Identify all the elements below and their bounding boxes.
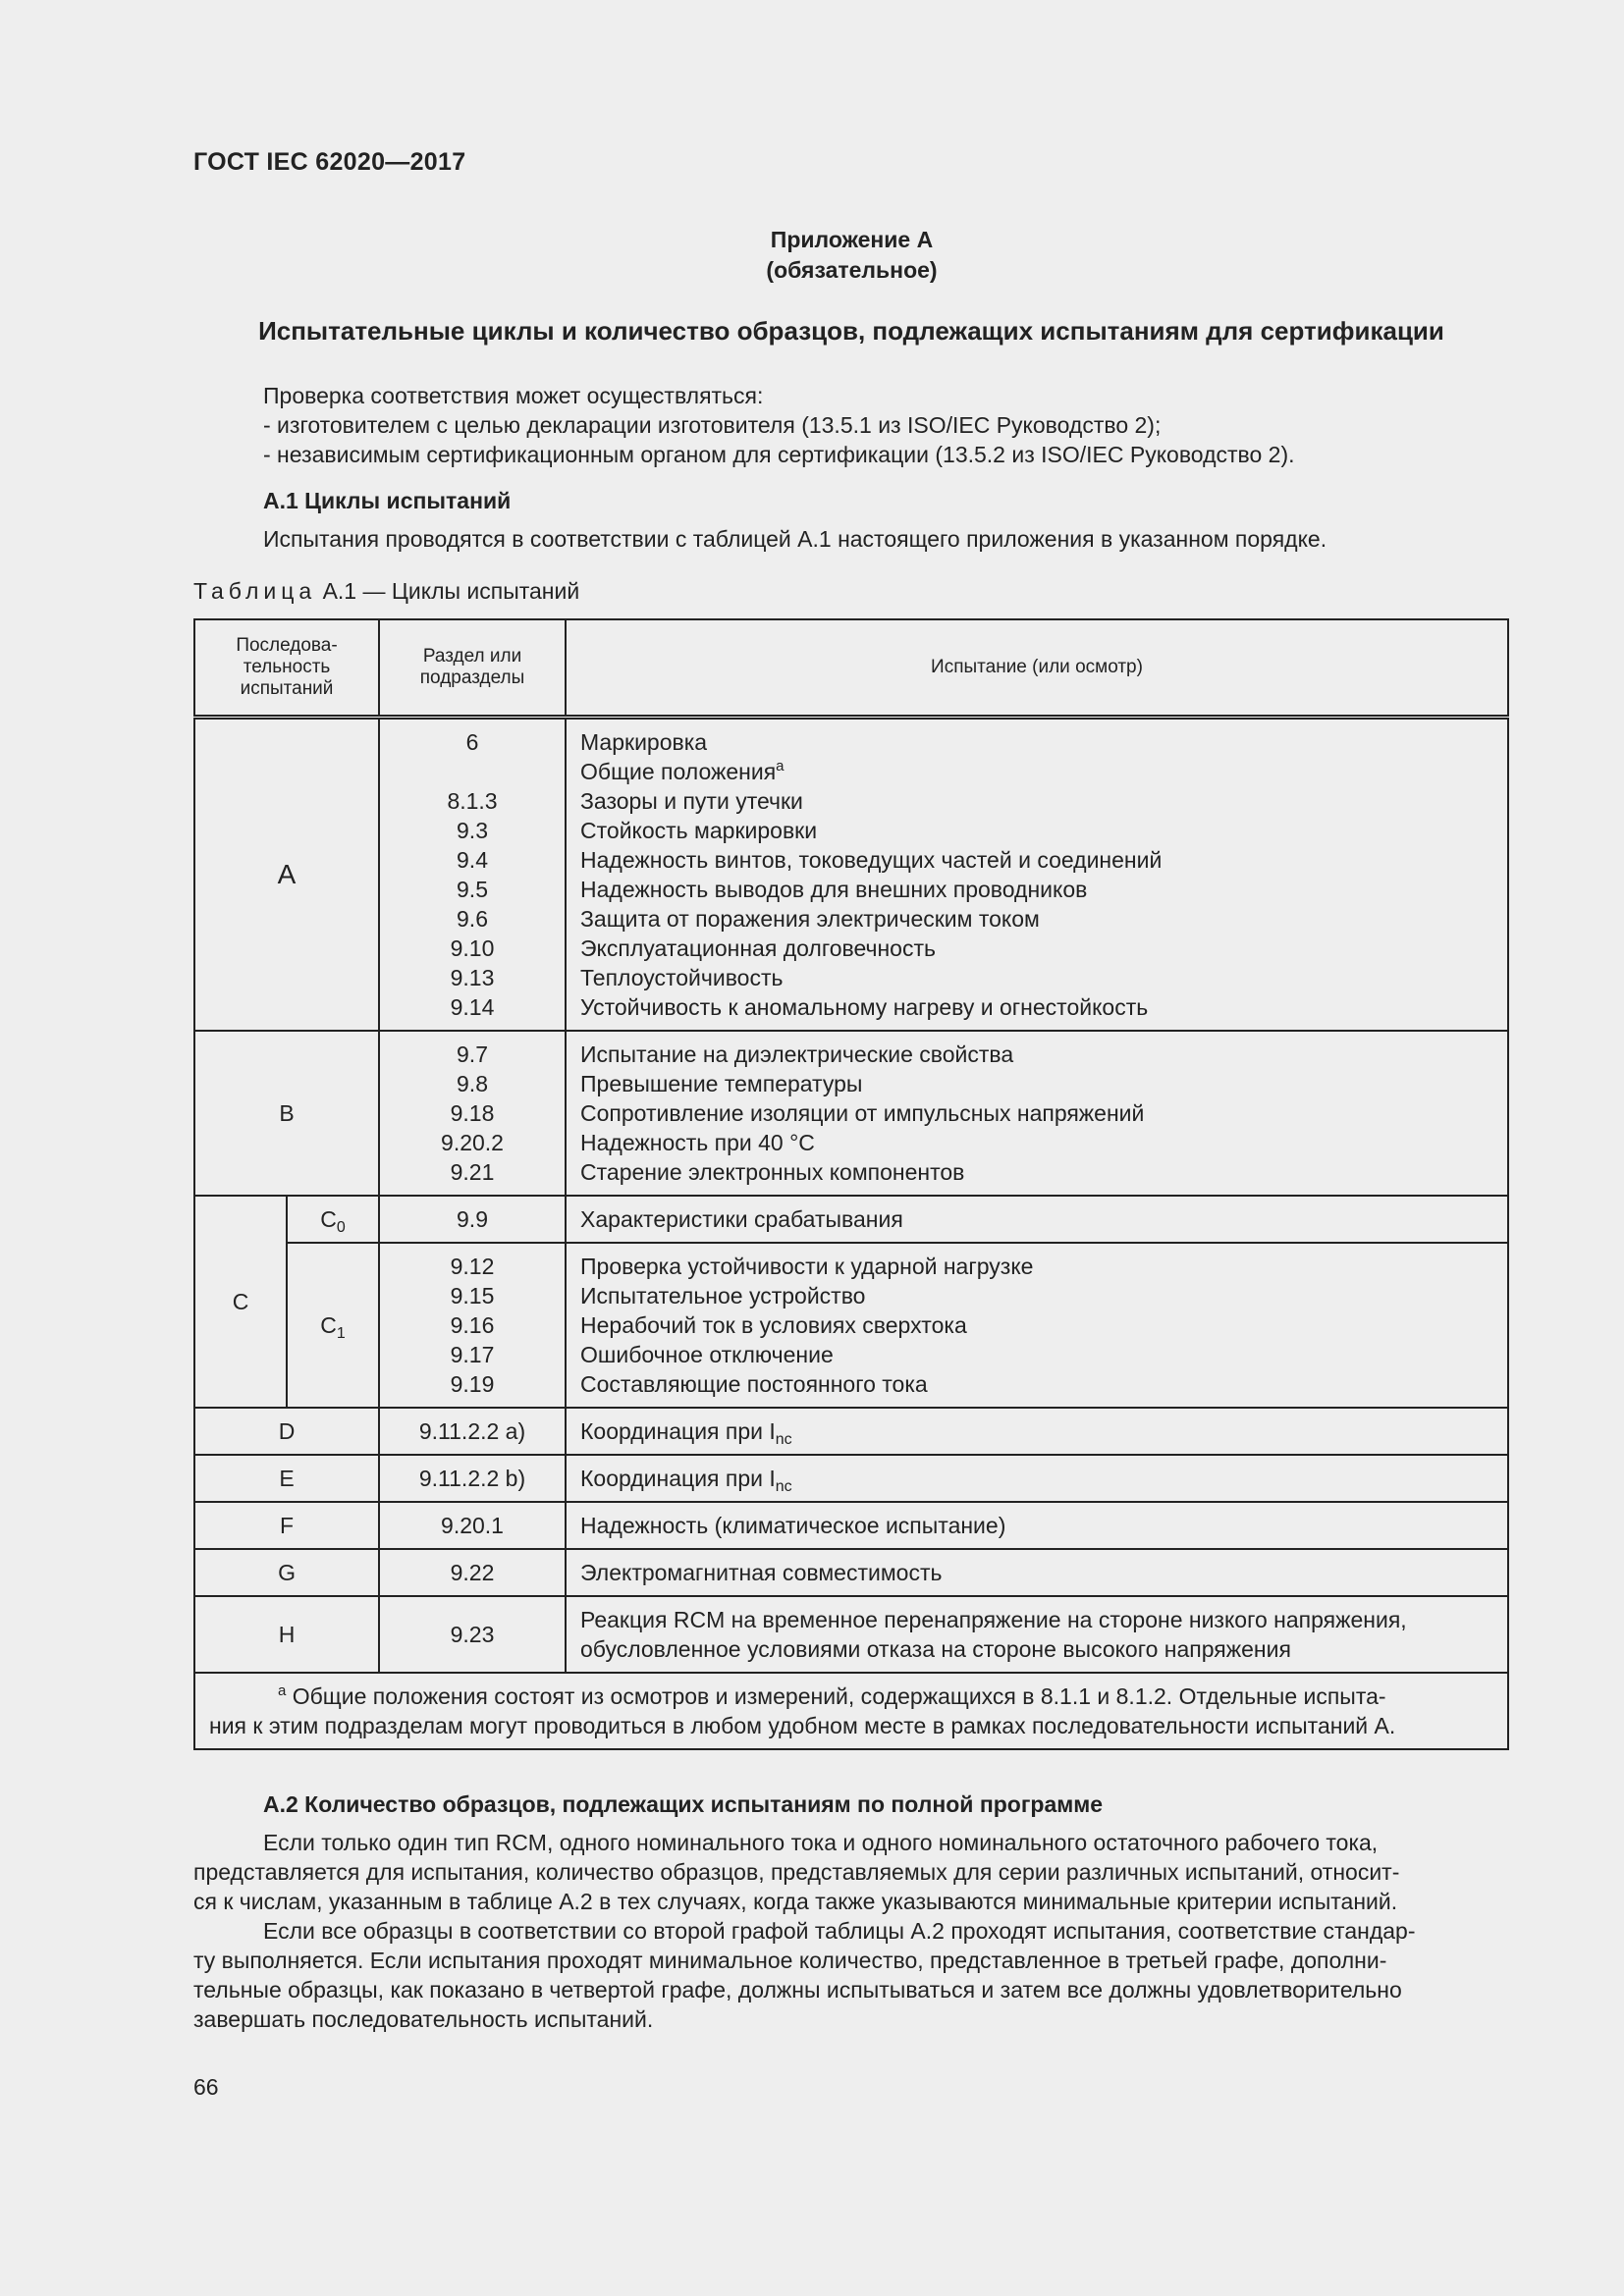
section-number: 9.3 — [457, 818, 488, 843]
test-name: Надежность (климатическое испытание) — [580, 1513, 1006, 1538]
section-number: 9.16 — [450, 1312, 495, 1338]
test-name: Зазоры и пути утечки — [580, 788, 803, 814]
table-row-g — [194, 1549, 1508, 1596]
intro-text — [263, 381, 1295, 469]
test-name: Нерабочий ток в условиях сверхтока — [580, 1312, 967, 1338]
sections-b — [379, 1031, 566, 1196]
section-a2-heading: А.2 Количество образцов, подлежащих испытаниям по полной программе — [263, 1791, 1104, 1817]
test-name-text: Координация при I — [580, 1466, 776, 1491]
section-a1-heading: А.1 Циклы испытаний — [263, 488, 512, 513]
section-number: 9.9 — [457, 1206, 488, 1232]
tests-c0 — [566, 1196, 1508, 1243]
test-name: Электромагнитная совместимость — [580, 1560, 943, 1585]
test-name: Надежность винтов, токоведущих частей и соединений — [580, 847, 1163, 873]
test-subscript: nc — [775, 1478, 792, 1495]
header-text: Последова- — [236, 635, 338, 656]
section-number: 9.11.2.2 b) — [418, 1466, 526, 1491]
table-row-f — [194, 1502, 1508, 1549]
section-number: 9.17 — [450, 1342, 495, 1367]
sections-d — [379, 1408, 566, 1455]
footnote-line — [209, 1682, 1493, 1711]
section-number — [380, 757, 565, 786]
test-name: Испытание на диэлектрические свойства — [580, 1041, 1014, 1067]
sections-e — [379, 1455, 566, 1502]
seq-label-f: F — [194, 1502, 379, 1549]
test-name: Сопротивление изоляции от импульсных напряжений — [580, 1100, 1145, 1126]
test-name: Стойкость маркировки — [580, 818, 818, 843]
seq-subscript: 1 — [336, 1324, 346, 1342]
section-number: 9.8 — [457, 1071, 488, 1096]
test-name: Реакция RCM на временное перенапряжение на стороне низкого напряжения, — [580, 1607, 1407, 1632]
seq-label-b: В — [194, 1031, 379, 1196]
table-row-a — [194, 718, 1508, 1032]
sections-f — [379, 1502, 566, 1549]
test-name: Старение электронных компонентов — [580, 1159, 965, 1185]
table-header-row — [194, 619, 1508, 718]
tests-e — [566, 1455, 1508, 1502]
test-name — [580, 1416, 1507, 1446]
table-caption — [193, 578, 579, 605]
tests-g — [566, 1549, 1508, 1596]
test-name: Эксплуатационная долговечность — [580, 935, 936, 961]
footnote-line: ния к этим подразделам могут проводиться в любом удобном месте в рамках последовательности испытаний А. — [209, 1713, 1396, 1738]
section-number: 9.19 — [450, 1371, 495, 1397]
sections-a — [379, 718, 566, 1032]
seq-label-h: H — [194, 1596, 379, 1673]
test-name: Характеристики срабатывания — [580, 1206, 903, 1232]
section-number: 9.18 — [450, 1100, 495, 1126]
section-number: 9.20.1 — [441, 1513, 504, 1538]
table-footnote — [194, 1673, 1508, 1749]
paragraph-line: Если только один тип RCM, одного номинального тока и одного номинального остаточного рабочего тока, — [263, 1830, 1379, 1855]
test-name: Превышение температуры — [580, 1071, 863, 1096]
section-a2-paragraph-1 — [193, 1828, 1509, 1916]
section-a1-text: Испытания проводятся в соответствии с таблицей А.1 настоящего приложения в указанном порядке. — [263, 526, 1327, 552]
section-number: 9.22 — [450, 1560, 495, 1585]
seq-label-c0 — [287, 1196, 379, 1243]
seq-letter: С — [320, 1311, 337, 1338]
test-name-text: Координация при I — [580, 1418, 776, 1444]
seq-label-g: G — [194, 1549, 379, 1596]
sections-c0 — [379, 1196, 566, 1243]
table-row-c0 — [194, 1196, 1508, 1243]
section-number: 9.11.2.2 a) — [418, 1418, 526, 1444]
sections-g — [379, 1549, 566, 1596]
test-name: Ошибочное отключение — [580, 1342, 834, 1367]
intro-line: - изготовителем с целью декларации изготовителя (13.5.1 из ISO/IEC Руководство 2); — [263, 412, 1162, 438]
section-number: 9.13 — [450, 965, 495, 990]
section-number: 8.1.3 — [447, 788, 498, 814]
section-a2-paragraph-2 — [193, 1916, 1509, 2034]
table-row-d — [194, 1408, 1508, 1455]
header-text: испытаний — [240, 678, 334, 699]
tests-h — [566, 1596, 1508, 1673]
seq-letter: С — [320, 1205, 337, 1232]
appendix-subtitle: (обязательное) — [766, 257, 938, 283]
paragraph-line: представляется для испытания, количество образцов, представляемых для серии различных испытаний, относит- — [193, 1859, 1400, 1885]
seq-subscript: 0 — [336, 1218, 346, 1236]
test-name-text: Общие положения — [580, 759, 777, 784]
paragraph-line: завершать последовательность испытаний. — [193, 2006, 654, 2032]
tests-f — [566, 1502, 1508, 1549]
section-number: 9.15 — [450, 1283, 495, 1308]
header-text: Раздел или — [422, 646, 522, 667]
test-subscript: nc — [775, 1431, 792, 1448]
test-name: Испытательное устройство — [580, 1283, 866, 1308]
header-text: тельность — [243, 657, 331, 677]
page-number: 66 — [193, 2074, 219, 2100]
test-name: Составляющие постоянного тока — [580, 1371, 928, 1397]
paragraph-line: ту выполняется. Если испытания проходят минимальное количество, представленное в третьей графе, дополни- — [193, 1948, 1387, 1973]
test-name: Надежность выводов для внешних проводников — [580, 877, 1088, 902]
sections-h — [379, 1596, 566, 1673]
test-name — [580, 1464, 1507, 1493]
paragraph-line: Если все образцы в соответствии со второй графой таблицы А.2 проходят испытания, соответствие стандар- — [263, 1918, 1416, 1944]
tests-d — [566, 1408, 1508, 1455]
test-name: Маркировка — [580, 729, 708, 755]
test-name: Теплоустойчивость — [580, 965, 784, 990]
test-name: Надежность при 40 °С — [580, 1130, 815, 1155]
footnote-text: Общие положения состоят из осмотров и измерений, содержащихся в 8.1.1 и 8.1.2. Отдельные испыта- — [292, 1683, 1386, 1709]
table-row-h — [194, 1596, 1508, 1673]
seq-label-a: А — [194, 718, 379, 1032]
tests-c1 — [566, 1243, 1508, 1408]
section-number: 9.20.2 — [441, 1130, 504, 1155]
table-caption-rest: А.1 — Циклы испытаний — [316, 578, 580, 604]
tests-b — [566, 1031, 1508, 1196]
section-number: 9.6 — [457, 906, 488, 932]
test-name: Проверка устойчивости к ударной нагрузке — [580, 1254, 1034, 1279]
paragraph-line: тельные образцы, как показано в четвертой графе, должны испытываться и затем все должны удовлетворительно — [193, 1977, 1402, 2002]
test-name: Защита от поражения электрическим током — [580, 906, 1040, 932]
test-name: Устойчивость к аномальному нагреву и огнестойкость — [580, 994, 1149, 1020]
appendix-title: Приложение А — [770, 227, 934, 252]
seq-label-c: С — [194, 1196, 287, 1408]
header-text: подразделы — [419, 667, 525, 688]
seq-label-d: D — [194, 1408, 379, 1455]
main-title: Испытательные циклы и количество образцов, подлежащих испытаниям для сертификации — [258, 316, 1444, 346]
section-number: 9.5 — [457, 877, 488, 902]
table-row-b — [194, 1031, 1508, 1196]
footnote-mark: a — [776, 758, 785, 774]
section-number: 9.4 — [457, 847, 488, 873]
section-number: 9.21 — [450, 1159, 495, 1185]
tests-a — [566, 718, 1508, 1032]
footnote-mark: a — [278, 1682, 287, 1699]
seq-label-e: E — [194, 1455, 379, 1502]
table-footnote-row — [194, 1673, 1508, 1749]
intro-line: - независимым сертификационным органом для сертификации (13.5.2 из ISO/IEC Руководство 2). — [263, 442, 1295, 467]
header-sequence — [194, 619, 379, 718]
paragraph-line: ся к числам, указанным в таблице А.2 в тех случаях, когда также указываются минимальные критерии испытаний. — [193, 1889, 1398, 1914]
section-number: 9.7 — [457, 1041, 488, 1067]
section-number: 9.12 — [450, 1254, 495, 1279]
header-section — [379, 619, 566, 718]
test-name: обусловленное условиями отказа на стороне высокого напряжения — [580, 1636, 1291, 1662]
section-number: 9.23 — [450, 1622, 495, 1647]
intro-line: Проверка соответствия может осуществляться: — [263, 383, 764, 408]
header-test: Испытание (или осмотр) — [566, 619, 1508, 718]
seq-label-c1 — [287, 1243, 379, 1408]
test-name — [580, 757, 1507, 786]
section-number: 9.10 — [450, 935, 495, 961]
sections-c1 — [379, 1243, 566, 1408]
test-cycles-table — [193, 618, 1509, 1750]
section-number: 9.14 — [450, 994, 495, 1020]
table-caption-prefix: Таблица — [193, 578, 317, 604]
table-row-c1 — [194, 1243, 1508, 1408]
table-row-e — [194, 1455, 1508, 1502]
document-header: ГОСТ IEC 62020—2017 — [193, 148, 466, 176]
section-number: 6 — [465, 729, 479, 755]
